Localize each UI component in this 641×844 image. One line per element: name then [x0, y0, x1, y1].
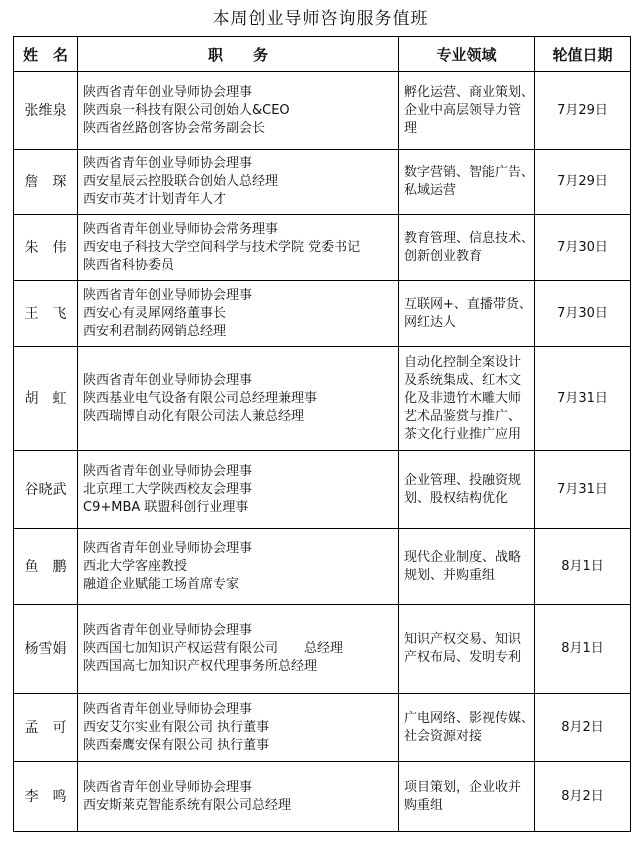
field-line: 理 [404, 120, 418, 136]
page-title: 本周创业导师咨询服务值班 [212, 9, 429, 29]
mentor-positions [78, 215, 399, 281]
position-line: 陕西国七加知识产权运营有限公司 总经理 [83, 641, 344, 656]
position-line: 陕西省青年创业导师协会理事 [83, 701, 253, 717]
position-line: 西安市英才计划青年人才 [83, 192, 227, 207]
mentor-name: 詹 琛 [14, 150, 78, 215]
table-header-row [14, 37, 631, 72]
position-line: 陕西基业电气设备有限公司总经理兼理事 [83, 390, 318, 406]
position-line: 陕西省青年创业导师协会理事 [83, 779, 253, 795]
field-line: 创新创业教育 [404, 248, 483, 264]
table-row [14, 762, 631, 832]
table-row [14, 150, 631, 215]
position-line: 陕西省青年创业导师协会理事 [83, 623, 253, 638]
position-line: 陕西省丝路创客协会常务副会长 [83, 120, 266, 136]
mentor-positions [78, 347, 399, 451]
field-line: 现代企业制度、战略 [404, 549, 522, 565]
duty-table [13, 36, 631, 832]
field-line: 划、股权结构优化 [404, 490, 509, 506]
position-line: 西安艾尔实业有限公司 执行董事 [83, 719, 270, 735]
duty-date: 8月1日 [535, 529, 631, 605]
mentor-name: 鱼 鹏 [14, 529, 78, 605]
mentor-field [399, 347, 535, 451]
position-line: C9+MBA 联盟科创行业理事 [83, 499, 249, 515]
duty-date: 8月2日 [535, 762, 631, 832]
mentor-name: 李 鸣 [14, 762, 78, 832]
mentor-name: 杨雪娟 [14, 605, 78, 694]
duty-date: 7月31日 [535, 451, 631, 529]
duty-date: 7月29日 [535, 150, 631, 215]
mentor-positions [78, 281, 399, 347]
mentor-field [399, 605, 535, 694]
mentor-field [399, 281, 535, 347]
mentor-field [399, 72, 535, 150]
mentor-name: 王 飞 [14, 281, 78, 347]
position-line: 陕西秦鹰安保有限公司 执行董事 [83, 737, 270, 753]
duty-date: 7月30日 [535, 281, 631, 347]
mentor-name: 孟 可 [14, 694, 78, 762]
position-line: 陕西省科协委员 [83, 257, 175, 273]
duty-date: 7月29日 [535, 72, 631, 150]
field-line: 及系统集成、红木文 [404, 372, 522, 388]
field-line: 数字营销、智能广告、 [404, 165, 535, 180]
mentor-positions [78, 762, 399, 832]
position-line: 陕西国高七加知识产权代理事务所总经理 [83, 659, 318, 674]
position-line: 陕西泉一科技有限公司创始人&CEO [83, 102, 290, 118]
table-row [14, 605, 631, 694]
mentor-field [399, 150, 535, 215]
field-line: 知识产权交易、知识 [404, 632, 522, 647]
header-date: 轮值日期 [535, 37, 631, 72]
mentor-positions [78, 694, 399, 762]
duty-date: 8月1日 [535, 605, 631, 694]
mentor-name: 张维泉 [14, 72, 78, 150]
table-row [14, 215, 631, 281]
table-row [14, 72, 631, 150]
header-position: 职 务 [78, 37, 399, 72]
position-line: 陕西瑞博自动化有限公司法人兼总经理 [83, 408, 305, 424]
mentor-field [399, 451, 535, 529]
position-line: 西北大学客座教授 [83, 558, 188, 574]
position-line: 陕西省青年创业导师协会理事 [83, 540, 253, 556]
duty-date: 8月2日 [535, 694, 631, 762]
header-field: 专业领域 [399, 37, 535, 72]
table-row [14, 694, 631, 762]
position-line: 西安斯莱克智能系统有限公司总经理 [83, 797, 292, 813]
field-line: 规划、并购重组 [404, 567, 496, 583]
mentor-field [399, 529, 535, 605]
mentor-field [399, 762, 535, 832]
mentor-positions [78, 605, 399, 694]
field-line: 自动化控制全案设计 [404, 354, 522, 370]
mentor-positions [78, 150, 399, 215]
field-line: 茶文化行业推广应用 [404, 426, 522, 442]
position-line: 陕西省青年创业导师协会理事 [83, 156, 253, 171]
table-row [14, 281, 631, 347]
mentor-name: 朱 伟 [14, 215, 78, 281]
position-line: 北京理工大学陕西校友会理事 [83, 481, 253, 497]
position-line: 西安星辰云控股联合创始人总经理 [83, 174, 279, 189]
field-line: 教育管理、信息技术、 [404, 230, 535, 246]
field-line: 互联网+、直播带货、 [404, 296, 532, 312]
position-line: 陕西省青年创业导师协会理事 [83, 463, 253, 479]
field-line: 孵化运营、商业策划、 [404, 84, 535, 100]
position-line: 陕西省青年创业导师协会常务理事 [83, 221, 279, 237]
field-line: 私域运营 [404, 183, 457, 198]
position-line: 陕西省青年创业导师协会理事 [83, 372, 253, 388]
position-line: 陕西省青年创业导师协会理事 [83, 84, 253, 100]
field-line: 购重组 [404, 797, 444, 813]
table-row [14, 347, 631, 451]
field-line: 产权布局、发明专利 [404, 650, 522, 665]
header-name: 姓 名 [14, 37, 78, 72]
field-line: 网红达人 [404, 314, 457, 330]
field-line: 社会资源对接 [404, 728, 483, 744]
mentor-positions [78, 72, 399, 150]
mentor-positions [78, 451, 399, 529]
position-line: 融道企业赋能工场首席专家 [83, 576, 240, 592]
position-line: 西安心有灵犀网络董事长 [83, 305, 227, 321]
field-line: 企业中高层领导力管 [404, 102, 522, 118]
mentor-name: 谷晓武 [14, 451, 78, 529]
mentor-field [399, 215, 535, 281]
duty-date: 7月30日 [535, 215, 631, 281]
field-line: 广电网络、影视传媒、 [404, 710, 535, 726]
field-line: 艺术品鉴赏与推广、 [404, 408, 522, 424]
mentor-field [399, 694, 535, 762]
field-line: 企业管理、投融资规 [404, 472, 522, 488]
table-row [14, 451, 631, 529]
mentor-positions [78, 529, 399, 605]
position-line: 西安电子科技大学空间科学与技术学院 党委书记 [83, 239, 361, 255]
position-line: 西安利君制药网销总经理 [83, 323, 227, 339]
position-line: 陕西省青年创业导师协会理事 [83, 287, 253, 303]
field-line: 化及非遗竹木雕大师 [404, 390, 522, 406]
duty-date: 7月31日 [535, 347, 631, 451]
field-line: 项目策划，企业收并 [404, 779, 522, 795]
table-row [14, 529, 631, 605]
mentor-name: 胡 虹 [14, 347, 78, 451]
